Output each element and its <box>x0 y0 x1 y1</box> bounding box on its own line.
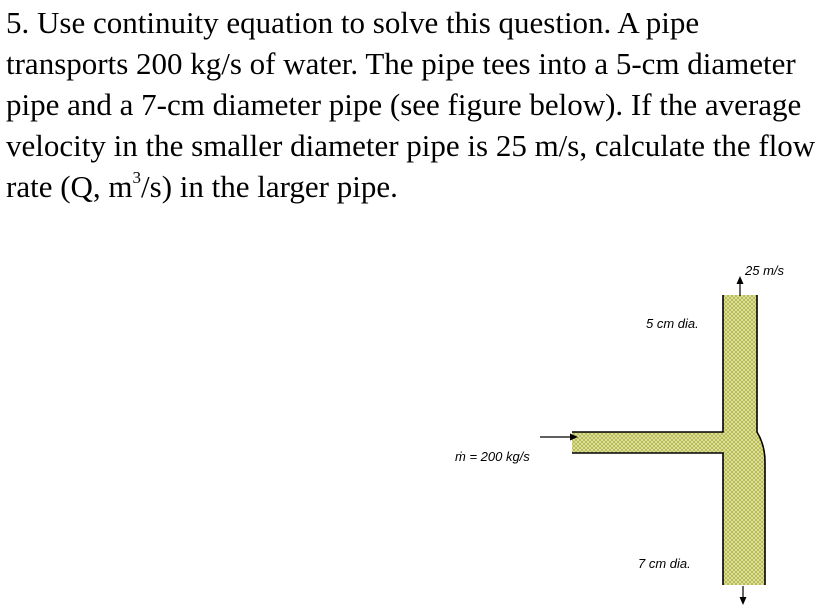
velocity-label: 25 m/s <box>745 263 785 278</box>
mass-flow-label: ṁ = 200 kg/s <box>455 449 530 464</box>
small-pipe-label: 5 cm dia. <box>646 316 699 331</box>
large-pipe-label: 7 cm dia. <box>638 556 691 571</box>
outflow-up-arrow-head <box>737 276 744 284</box>
problem-text: 5. Use continuity equation to solve this question. A pipe transports 200 kg/s of water. The pipe tees into a 5-cm diameter pipe and a 7-cm diameter pipe (see figure below). If the average velocity in the smaller diameter pipe is 25 m/s, calculate the flow rate (Q, m <box>6 5 816 204</box>
outflow-down-arrow-head <box>740 597 747 605</box>
cubic-superscript: 3 <box>132 167 142 187</box>
problem-text-end: /s) in the larger pipe. <box>141 169 398 204</box>
pipe-fluid <box>572 295 765 585</box>
